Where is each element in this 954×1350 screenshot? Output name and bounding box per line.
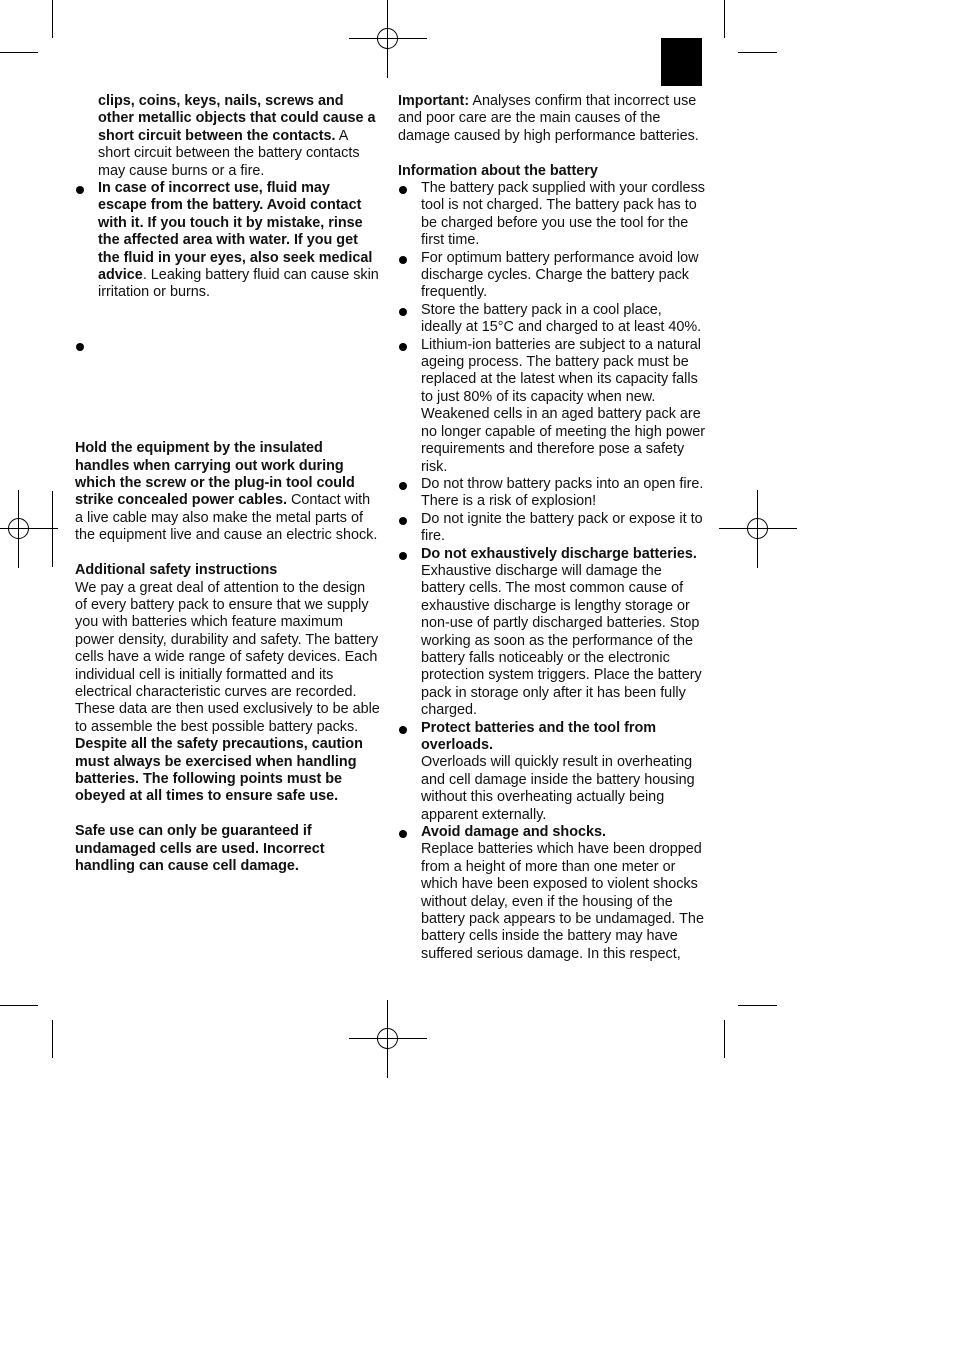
registration-mark-left	[0, 490, 58, 568]
bullet-icon	[76, 343, 84, 351]
registration-mark-bottom	[349, 1000, 427, 1078]
discharge-text: Exhaustive discharge will damage the battery cells. The most common cause of exhaustive discharge is lengthy storage or non-use of partly discharged batteries. Stop working as soon as the performance of the battery falls noticeably or the electronic protection system triggers. Place the battery pack in storage only after it has been fully charged.	[421, 562, 702, 719]
leak-text: . Leaking battery fluid can cause skin irritation or burns.	[98, 267, 379, 301]
safe-use-paragraph	[75, 823, 381, 875]
crop-mark-br-h	[738, 1005, 777, 1006]
right-column	[398, 93, 706, 963]
despite-bold: Despite all the safety precautions, caution must always be exercised when handling batteries. The following points must be obeyed at all times to ensure safe use.	[75, 736, 363, 805]
crop-mark-tl-v	[52, 0, 53, 38]
hold-equipment-paragraph	[75, 440, 381, 544]
hold-text: Contact with a live cable may also make the metal parts of the equipment live and cause an electric shock.	[75, 492, 378, 544]
registration-mark-top	[349, 0, 427, 78]
list-item-shocks	[398, 824, 706, 963]
additional-safety-heading: Additional safety instructions	[75, 562, 278, 579]
bullet-icon	[399, 830, 407, 838]
list-item	[398, 180, 706, 250]
important-label: Important:	[398, 93, 470, 109]
list-item-text: Lithium-ion batteries are subject to a natural ageing process. The battery pack must be replaced at the latest when its capacity falls to just 80% of its capacity when new. Weakened cells in an aged battery pack are no longer capable of meeting the high power requirements and therefore pose a safety risk.	[421, 336, 706, 475]
list-item-discharge	[398, 546, 706, 720]
crop-mark-bl-h	[0, 1005, 38, 1006]
crop-mark-tl-h	[0, 52, 38, 53]
overload-bold: Protect batteries and the tool from overloads.	[421, 719, 657, 754]
battery-info-heading: Information about the battery	[398, 162, 598, 179]
crop-mark-br-v	[724, 1020, 725, 1058]
hold-bold: Hold the equipment by the insulated handles when carrying out work during which the screw or the plug-in tool could strike concealed power cables.	[75, 440, 355, 509]
safe-use-bold: Safe use can only be guaranteed if undamaged cells are used. Incorrect handling can cause cell damage.	[75, 823, 325, 874]
additional-safety-text: We pay a great deal of attention to the design of every battery pack to ensure that we supply you with batteries which feature maximum power density, durability and safety. The battery cells have a wide range of safety devices. Each individual cell is initially formatted and its electrical characteristic curves are recorded. These data are then used exclusively to be able to assemble the best possible battery packs.	[75, 579, 380, 735]
bullet-icon	[399, 308, 407, 316]
list-item-text: Do not ignite the battery pack or expose it to fire.	[421, 510, 703, 545]
list-item-text: The battery pack supplied with your cordless tool is not charged. The battery pack has to be charged before you use the tool for the first time.	[421, 180, 705, 249]
bullet-icon	[399, 552, 407, 560]
bullet-icon	[76, 186, 84, 194]
short-circuit-text: A short circuit between the battery contacts may cause burns or a fire.	[98, 127, 360, 179]
list-item-text: Do not throw battery packs into an open fire. There is a risk of explosion!	[421, 475, 704, 510]
shock-text: Replace batteries which have been dropped from a height of more than one meter or which have been exposed to violent shocks without delay, even if the housing of the battery pack appears to be undamaged. The battery cells inside the battery may have suffered serious damage. In this respect,	[421, 841, 704, 962]
bullet-icon	[399, 343, 407, 351]
short-circuit-bold: clips, coins, keys, nails, screws and other metallic objects that could cause a short circuit between the contacts.	[98, 93, 376, 144]
bullet-icon	[399, 517, 407, 525]
list-item	[398, 337, 706, 476]
list-item-text: For optimum battery performance avoid low discharge cycles. Charge the battery pack frequently.	[421, 249, 699, 301]
list-item	[398, 476, 706, 511]
list-item-text: Store the battery pack in a cool place, ideally at 15°C and charged to at least 40%.	[421, 301, 702, 336]
empty-list-item	[75, 337, 381, 354]
short-circuit-paragraph	[75, 93, 381, 180]
despite-paragraph	[75, 736, 381, 806]
discharge-bold: Do not exhaustively discharge batteries.	[421, 545, 697, 562]
bullet-icon	[399, 256, 407, 264]
shock-bold: Avoid damage and shocks.	[421, 824, 606, 841]
crop-mark-bl-v	[52, 1020, 53, 1058]
list-item	[398, 302, 706, 337]
bullet-icon	[399, 726, 407, 734]
list-item	[398, 250, 706, 302]
language-tab	[661, 38, 702, 86]
overload-text: Overloads will quickly result in overheating and cell damage inside the battery housing without this overheating actually being apparent externally.	[421, 754, 695, 823]
bullet-icon	[399, 186, 407, 194]
list-item-overload	[398, 720, 706, 824]
important-text: Analyses confirm that incorrect use and poor care are the main causes of the damage caused by high performance batteries.	[398, 93, 699, 144]
bullet-icon	[399, 482, 407, 490]
crop-mark-tr-h	[738, 52, 777, 53]
leak-bold: In case of incorrect use, fluid may escape from the battery. Avoid contact with it. If you touch it by mistake, rinse the affected area with water. If you get the fluid in your eyes, also seek medical advice	[98, 180, 373, 284]
list-item	[75, 180, 381, 302]
list-item	[398, 511, 706, 546]
important-paragraph	[398, 93, 706, 145]
crop-mark-tr-v	[724, 0, 725, 38]
left-column	[75, 93, 381, 875]
registration-mark-right	[719, 490, 797, 568]
